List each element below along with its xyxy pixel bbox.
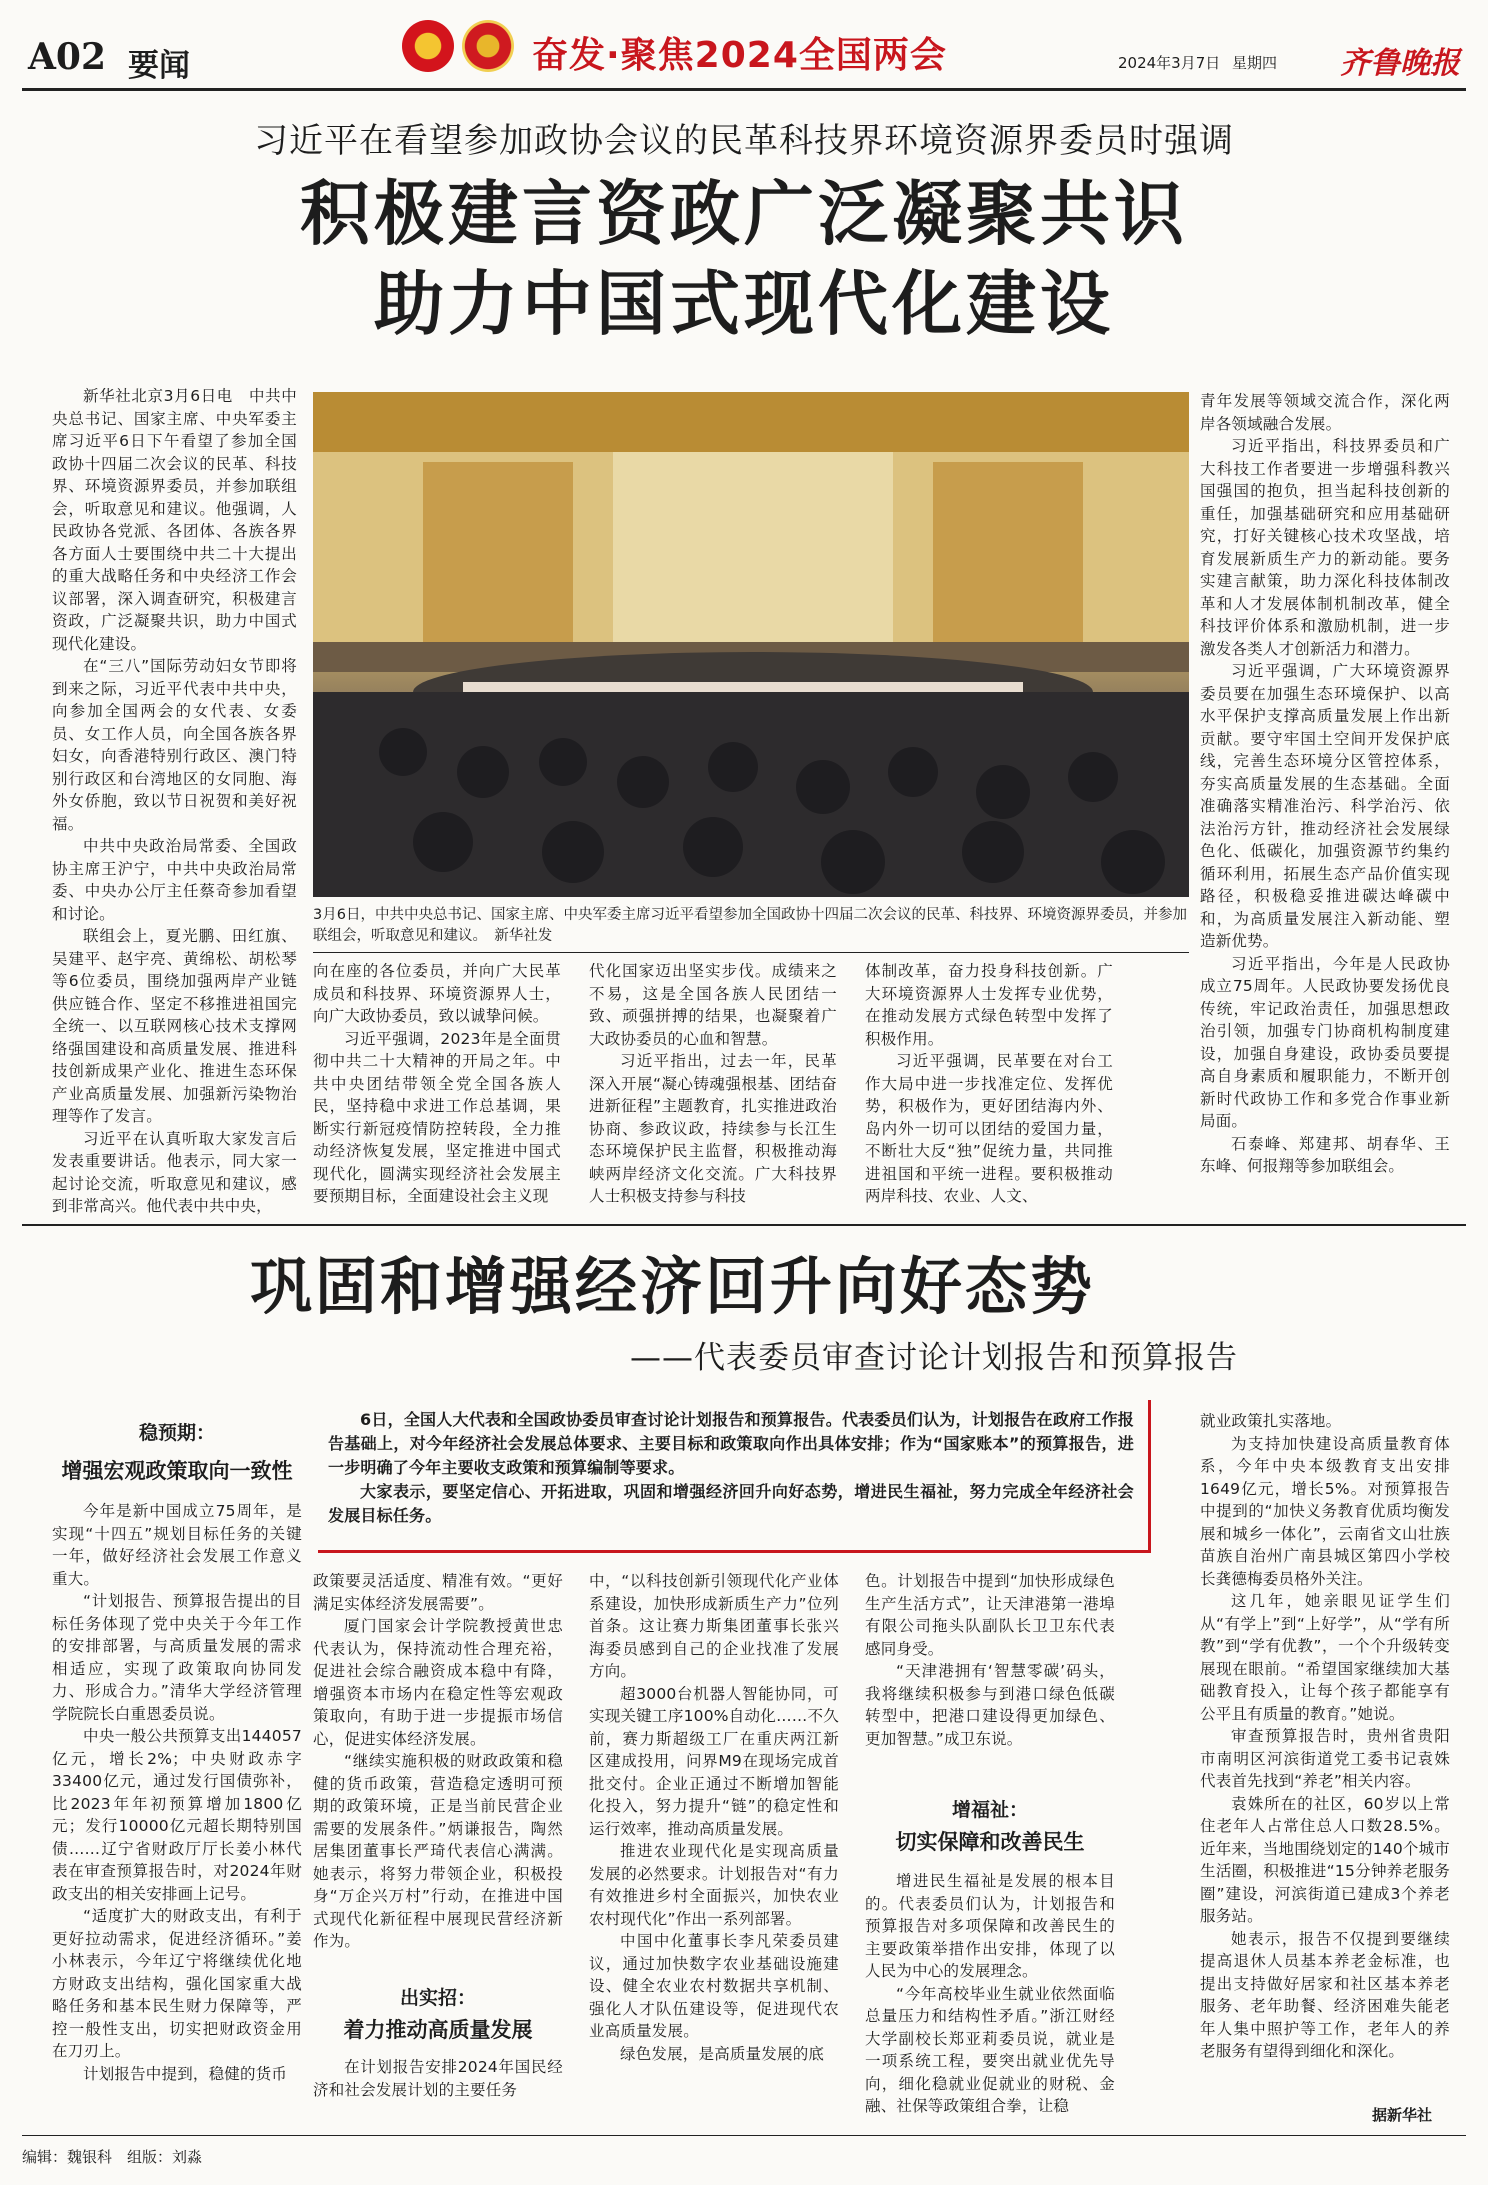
article2-paragraph: 就业政策扎实落地。 xyxy=(1200,1412,1342,1430)
cppcc-emblem-icon xyxy=(462,20,514,72)
article2-column-2 xyxy=(313,1570,563,1975)
article2-paragraph: 推进农业现代化是实现高质量发展的必然要求。计划报告对“有力有效推进乡村全面振兴，加快农业农村现代化”作出一系列部署。 xyxy=(589,1842,839,1928)
article2-paragraph: 计划报告中提到，稳健的货币 xyxy=(83,2064,288,2083)
subhead-label: 稳预期： xyxy=(138,1422,215,1444)
article1-headline-1: 积极建言资政广泛凝聚共识 xyxy=(300,172,1188,255)
article2-paragraph: 这几年，她亲眼见证学生们从“有学上”到“上好学”，从“学有所教”到“学有优教”，一个个升级转变展现在眼前。“希望国家继续加大基础教育投入，让每个孩子都能享有公平且有质量的教育。”她说。 xyxy=(1200,1592,1450,1723)
article-divider xyxy=(22,1224,1466,1226)
article2-paragraph: 厦门国家会计学院教授黄世忠代表认为，保持流动性合理充裕，促进社会综合融资成本稳中有降，增强资本市场内在稳定性等宏观政策取向，有助于进一步提振市场信心，促进实体经济发展。 xyxy=(313,1617,563,1748)
article1-headline-2: 助力中国式现代化建设 xyxy=(374,262,1114,345)
article1-kicker: 习近平在看望参加政协会议的民革科技界环境资源界委员时强调 xyxy=(254,121,1234,161)
article2-paragraph: 色。计划报告中提到“加快形成绿色生产生活方式”，让天津港第一港埠有限公司拖头队副队长卫卫东代表感同身受。 xyxy=(865,1572,1115,1658)
paper-name: 齐鲁晚报 xyxy=(1340,46,1460,81)
article2-paragraph: 审查预算报告时，贵州省贵阳市南明区河滨街道党工委书记袁姝代表首先找到“养老”相关内容。 xyxy=(1200,1727,1450,1790)
lead-paragraph: 大家表示，要坚定信心、开拓进取，巩固和增强经济回升向好态势，增进民生福祉，努力完成全年经济社会发展目标任务。 xyxy=(328,1482,1134,1525)
article1-paragraph: 联组会上，夏光鹏、田红旗、吴建平、赵宇亮、黄绵松、胡松琴等6位委员，围绕加强两岸产业链供应链合作、坚定不移推进祖国完全统一、以互联网核心技术支撑网络强国建设和高质量发展、推进科技创新成果产业化、推进生态环保产业高质量发展、加强新污染物治理等作了发言。 xyxy=(52,927,297,1125)
news-photo xyxy=(313,392,1189,897)
article2-column-5 xyxy=(1200,1410,1450,2100)
footer-rule xyxy=(22,2135,1466,2136)
subhead-label: 增福祉： xyxy=(951,1799,1028,1821)
subhead-practical-measures xyxy=(313,1984,563,2044)
subhead-title: 切实保障和改善民生 xyxy=(895,1829,1085,1854)
article2-paragraph: “继续实施积极的财政政策和稳健的货币政策，营造稳定透明可预期的政策环境，正是当前民营企业需要的发展条件。”炳谦报告，陶然居集团董事长严琦代表信心满满。她表示，将努力带领企业，积极投身“万企兴万村”行动，在推进中国式现代化新征程中展现民营经济新作为。 xyxy=(313,1752,563,1950)
article1-paragraph: 体制改革，奋力投身科技创新。广大环境资源界人士发挥专业优势，在推动发展方式绿色转型中发挥了积极作用。 xyxy=(865,962,1113,1048)
photo-caption: 3月6日，中共中央总书记、国家主席、中央军委主席习近平看望参加全国政协十四届二次会议的民革、科技界、环境资源界委员，并参加联组会，听取意见和建议。 新华社发 xyxy=(313,907,1187,944)
article2-paragraph: “今年高校毕业生就业依然面临总量压力和结构性矛盾。”浙江财经大学副校长郑亚莉委员说，就业是一项系统工程，要突出就业优先导向，细化稳就业促就业的财税、金融、社保等政策组合拳，让稳 xyxy=(865,1984,1115,2115)
article1-paragraph: 习近平在认真听取大家发言后发表重要讲话。他表示，同大家一起讨论交流，听取意见和建议，感到非常高兴。他代表中共中央， xyxy=(52,1129,297,1215)
article1-paragraph: 习近平指出，今年是人民政协成立75周年。人民政协要发扬优良传统，牢记政治责任，加强思想政治引领，加强专门协商机构制度建设，加强自身建设，政协委员要提高自身素质和履职能力，不断开创新时代政协工作和多党合作事业新局面。 xyxy=(1200,954,1450,1130)
article1-paragraph: 新华社北京3月6日电 中共中央总书记、国家主席、中央军委主席习近平6日下午看望了参加全国政协十四届二次会议的民革、科技界、环境资源界委员，并参加联组会，听取意见和建议。他强调，人民政协各党派、各团体、各族各界各方面人士要围绕中共二十大提出的重大战略任务和中央经济工作会议部署，深入调查研究，积极建言资政，广泛凝聚共识，助力中国式现代化建设。 xyxy=(52,387,297,653)
article2-paragraph: 政策要灵活适度、精准有效。“更好满足实体经济发展需要”。 xyxy=(313,1572,563,1613)
article2-paragraph: “天津港拥有‘智慧零碳’码头，我将继续积极参与到港口绿色低碳转型中，把港口建设得更加绿色、更加智慧。”成卫东说。 xyxy=(865,1662,1115,1748)
article1-column-1 xyxy=(52,385,297,1215)
article1-paragraph: 中共中央政治局常委、全国政协主席王沪宁，中共中央政治局常委、中央办公厅主任蔡奇参加看望和讨论。 xyxy=(52,837,297,923)
article2-column-4b xyxy=(865,1870,1115,2122)
subhead-stable-expectations xyxy=(52,1418,302,1486)
article2-paragraph: 为支持加快建设高质量教育体系，今年中央本级教育支出安排1649亿元，增长5%。对预算报告中提到的“加快义务教育优质均衡发展和城乡一体化”，云南省文山壮族苗族自治州广南县城区第四小学校长龚德梅委员格外关注。 xyxy=(1200,1434,1450,1588)
article2-paragraph: 中央一般公共预算支出144057亿元，增长2%；中央财政赤字33400亿元，通过发行国债弥补，比2023年年初预算增加1800亿元；发行10000亿元超长期特别国债……辽宁省财政厅厅长姜小林代表在审查预算报告时，对2024年财政支出的相关安排画上记号。 xyxy=(52,1727,302,1903)
article1-paragraph: 代化国家迈出坚实步伐。成绩来之不易，这是全国各族人民团结一致、顽强拼搏的结果，也凝聚着广大政协委员的心血和智慧。 xyxy=(589,962,837,1048)
page-header xyxy=(0,0,1488,92)
article1-column-2 xyxy=(313,960,561,1205)
section-name: 要闻 xyxy=(128,48,190,84)
article2-subheadline: ——代表委员审查讨论计划报告和预算报告 xyxy=(630,1340,1238,1376)
article1-paragraph: 在“三八”国际劳动妇女节即将到来之际，习近平代表中共中央，向参加全国两会的女代表、女委员、女工作人员，向全国各族各界妇女，向香港特别行政区、澳门特别行政区和台湾地区的女同胞、海外女侨胞，致以节日祝贺和美好祝福。 xyxy=(52,657,297,833)
page-label: A02 xyxy=(28,36,107,78)
article2-paragraph: 中国中化董事长李凡荣委员建议，通过加快数字农业基础设施建设、健全农业农村数据共享机制、强化人才队伍建设等，促进现代农业高质量发展。 xyxy=(589,1932,839,2040)
article1-paragraph: 青年发展等领域交流合作，深化两岸各领域融合发展。 xyxy=(1200,392,1450,433)
article1-paragraph: 习近平强调，2023年是全面贯彻中共二十大精神的开局之年。中共中央团结带领全党全国各族人民，坚持稳中求进工作总基调，果断实行新冠疫情防控转段，全力推动经济恢复发展，坚定推进中国式现代化，圆满实现经济社会发展主要预期目标，全面建设社会主义现 xyxy=(313,1029,561,1205)
article2-paragraph: “适度扩大的财政支出，有利于更好拉动需求，促进经济循环。”姜小林表示，今年辽宁将继续优化地方财政支出结构，强化国家重大战略任务和基本民生财力保障等，严控一般性支出，切实把财政资金用在刀刃上。 xyxy=(52,1907,302,2060)
article2-column-4 xyxy=(865,1570,1115,1780)
subhead-wellbeing xyxy=(865,1796,1115,1856)
article1-paragraph: 习近平强调，民革要在对台工作大局中进一步找准定位、发挥优势，积极作为，更好团结海内外、岛内外一切可以团结的爱国力量，不断壮大反“独”促统力量，共同推进祖国和平统一进程。要积极推动两岸科技、农业、人文、 xyxy=(865,1052,1113,1205)
article1-paragraph: 习近平指出，过去一年，民革深入开展“凝心铸魂强根基、团结奋进新征程”主题教育，扎实推进政治协商、参政议政，持续参与长江生态环境保护民主监督，积极推动海峡两岸经济文化交流。广大科技界人士积极支持参与科技 xyxy=(589,1052,837,1205)
subhead-title: 增强宏观政策取向一致性 xyxy=(61,1458,293,1483)
article2-paragraph: 增进民生福祉是发展的根本目的。代表委员们认为，计划报告和预算报告对多项保障和改善民生的主要政策举措作出安排，体现了以人民为中心的发展理念。 xyxy=(865,1872,1115,1980)
banner-title: 奋发·聚焦2024全国两会 xyxy=(532,35,947,76)
article1-column-4 xyxy=(865,960,1113,1205)
article2-headline: 巩固和增强经济回升向好态势 xyxy=(250,1250,1096,1323)
article2-column-1 xyxy=(52,1500,302,2120)
photo-caption-rule xyxy=(313,952,1189,953)
article2-column-2b xyxy=(313,2056,563,2122)
subhead-label: 出实招： xyxy=(399,1987,476,2009)
lead-paragraph: 6日，全国人大代表和全国政协委员审查讨论计划报告和预算报告。代表委员们认为，计划报告在政府工作报告基础上，对今年经济社会发展总体要求、主要目标和政策取向作出具体安排；作为“国家账本”的预算报告，进一步明确了今年主要收支政策和预算编制等要求。 xyxy=(328,1410,1134,1477)
article2-paragraph: 绿色发展，是高质量发展的底 xyxy=(620,2044,825,2063)
article2-paragraph: 在计划报告安排2024年国民经济和社会发展计划的主要任务 xyxy=(313,2058,563,2099)
article2-source: 据新华社 xyxy=(1372,2106,1433,2124)
article2-paragraph: 她表示，报告不仅提到要继续提高退休人员基本养老金标准，也提出支持做好居家和社区基本养老服务、老年助餐、经济困难失能老年人集中照护等工作，老年人的养老服务有望得到细化和深化。 xyxy=(1200,1929,1450,2060)
article1-paragraph: 习近平指出，科技界委员和广大科技工作者要进一步增强科教兴国强国的抱负，担当起科技创新的重任，加强基础研究和应用基础研究，打好关键核心技术攻坚战，培育发展新质生产力的新动能。要务实建言献策，助力深化科技体制改革和人才发展体制机制改革，健全科技评价体系和激励机制，进一步激发各类人才创新活力和潜力。 xyxy=(1200,437,1450,658)
emblem-icon xyxy=(402,20,454,72)
header-rule xyxy=(22,88,1466,91)
lead-text xyxy=(328,1408,1134,1548)
footer-credits: 编辑：魏银科 组版：刘淼 xyxy=(22,2148,203,2166)
issue-date: 2024年3月7日 xyxy=(1118,54,1221,72)
article2-paragraph: 今年是新中国成立75周年，是实现“十四五”规划目标任务的关键一年，做好经济社会发展工作意义重大。 xyxy=(52,1502,302,1588)
issue-weekday: 星期四 xyxy=(1232,54,1278,72)
article1-paragraph: 石泰峰、郑建邦、胡春华、王东峰、何报翔等参加联组会。 xyxy=(1200,1134,1450,1175)
meeting-photo-illustration xyxy=(313,392,1189,897)
article2-paragraph: “计划报告、预算报告提出的目标任务体现了党中央关于今年工作的安排部署，与高质量发展的需求相适应，实现了政策取向协同发力、形成合力。”清华大学经济管理学院院长白重恩委员说。 xyxy=(52,1592,302,1723)
article1-column-5 xyxy=(1200,390,1450,1205)
article2-paragraph: 袁姝所在的社区，60岁以上常住老年人占常住总人口数28.5%。近年来，当地围绕划定的140个城市生活圈，积极推进“15分钟养老服务圈”建设，河滨街道已建成3个养老服务站。 xyxy=(1200,1794,1450,1925)
article2-paragraph: 中，“以科技创新引领现代化产业体系建设，加快形成新质生产力”位列首条。这让赛力斯集团董事长张兴海委员感到自己的企业找准了发展方向。 xyxy=(589,1572,839,1680)
article1-paragraph: 向在座的各位委员，并向广大民革成员和科技界、环境资源界人士，向广大政协委员，致以诚挚问候。 xyxy=(313,962,561,1025)
article1-paragraph: 习近平强调，广大环境资源界委员要在加强生态环境保护、以高水平保护支撑高质量发展上作出新贡献。要守牢国土空间开发保护底线，完善生态环境分区管控体系，夯实高质量发展的生态基础。全面准确落实精准治污、科学治污、依法治污方针，推动经济社会发展绿色化、低碳化，加强资源节约集约循环利用，拓展生态产品价值实现路径，积极稳妥推进碳达峰碳中和，为高质量发展注入新动能、塑造新优势。 xyxy=(1200,662,1450,950)
lead-box xyxy=(318,1400,1151,1553)
subhead-title: 着力推动高质量发展 xyxy=(343,2017,533,2042)
article1-column-3 xyxy=(589,960,837,1205)
article2-column-3 xyxy=(589,1570,839,2122)
article2-paragraph: 超3000台机器人智能协同，可实现关键工序100%自动化……不久前，赛力斯超级工厂在重庆两江新区建成投用，问界M9在现场完成首批交付。企业正通过不断增加智能化投入，努力提升“链”的稳定性和运行效率，推动高质量发展。 xyxy=(589,1684,839,1838)
